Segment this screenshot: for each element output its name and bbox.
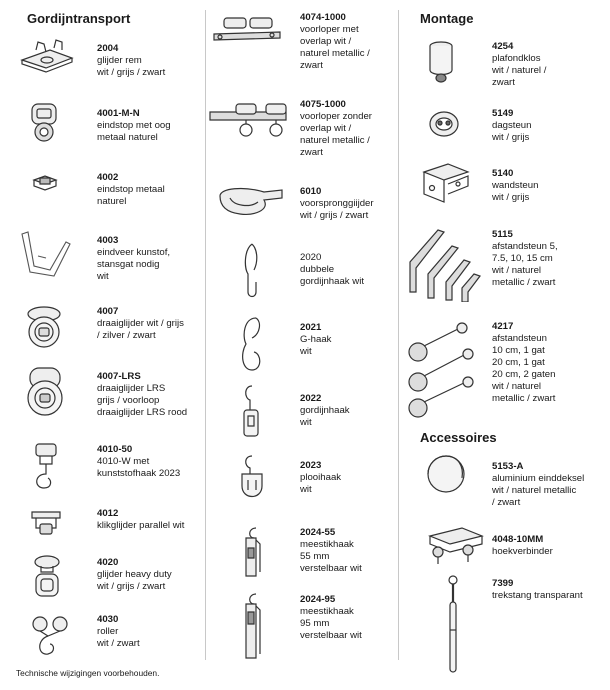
item-4003: 4003 eindveer kunstof, stansgat nodig wit [97,235,171,282]
roller-icon [28,610,72,658]
item-4075-1000: 4075-1000 voorloper zonder overlap wit / naturel metallic / zwart [300,99,372,158]
swivel-glider-icon [22,302,66,352]
column-divider-right [398,10,399,660]
item-2020: 2020 dubbele gordijnhaak wit [300,252,364,287]
glider-with-hook-icon [28,440,64,492]
wall-bracket-icon [418,160,474,204]
spring-glider-icon [214,180,288,220]
sliding-brake-icon [16,38,78,78]
item-2004: 2004 glijder rem wit / grijs / zwart [97,43,166,78]
end-spring-icon [16,228,74,280]
item-4012: 4012 klikglijder parallel wit [97,508,185,531]
curtain-hook-icon [236,382,268,442]
click-glider-icon [26,504,66,540]
item-4007-lrs: 4007-LRS draaiglijder LRS grijs / voorloop draaiglijder LRS rood [97,371,188,418]
item-2024-55: 2024-55 meestikhaak 55 mm verstelbaar wit [300,527,362,574]
stitch-hook-55-icon [238,524,266,580]
end-stop-eye-icon [24,100,64,144]
item-4217: 4217 afstandsteun 10 cm, 1 gat 20 cm, 1 gat 20 cm, 2 gaten wit / naturel metallic / zwart [492,321,556,404]
section-title-montage: Montage [420,11,474,26]
item-4010-50: 4010-50 4010-W met kunststofhaak 2023 [97,444,181,479]
swivel-glider-lrs-icon [22,364,68,418]
double-hook-icon [236,240,266,300]
item-5140: 5140 wandsteun wit / grijs [492,168,539,203]
item-4020: 4020 glijder heavy duty wit / grijs / zwart [97,557,172,592]
item-2021: 2021 G-haak wit [300,322,332,357]
lead-carrier-no-overlap-icon [206,100,296,146]
item-5149: 5149 dagsteun wit / grijs [492,108,532,143]
item-4048-10mm: 4048-10MM hoekverbinder [492,534,553,557]
item-6010: 6010 voorspronggiijder wit / grijs / zwart [300,186,374,221]
round-spacer-icon [404,318,484,418]
item-2022: 2022 gordijnhaak wit [300,393,350,428]
spacer-bracket-icon [404,222,484,302]
end-cap-icon [424,452,468,496]
item-4030: 4030 roller wit / zwart [97,614,140,649]
ceiling-block-icon [424,38,458,86]
item-7399: 7399 trekstang transparant [492,578,583,601]
pleat-hook-icon [236,452,268,508]
item-4074-1000: 4074-1000 voorloper met overlap wit / naturel metallic / zwart [300,12,370,71]
item-4001-m-n: 4001-M-N eindstop met oog metaal naturel [97,108,171,143]
heavy-duty-glider-icon [28,552,66,600]
lead-carrier-overlap-icon [210,12,294,48]
pull-rod-icon [438,574,468,676]
g-hook-icon [236,314,268,374]
section-title-gordijntransport: Gordijntransport [27,11,131,26]
stitch-hook-95-icon [238,590,266,662]
item-2024-95: 2024-95 meestikhaak 95 mm verstelbaar wit [300,594,362,641]
section-title-accessoires: Accessoires [420,430,497,445]
item-2023: 2023 plooihaak wit [300,460,342,495]
item-5153-a: 5153-A aluminium einddeksel wit / naturel metallic / zwart [492,461,585,508]
item-4254: 4254 plafondklos wit / naturel / zwart [492,41,547,88]
item-4002: 4002 eindstop metaal naturel [97,172,165,207]
end-stop-metal-icon [30,170,60,196]
footer-note: Technische wijzigingen voorbehouden. [16,668,160,678]
day-support-icon [424,104,464,144]
item-4007: 4007 draaiglijder wit / grijs / zilver / zwart [97,306,184,341]
item-5115: 5115 afstandsteun 5, 7.5, 10, 15 cm wit / naturel metallic / zwart [492,229,558,288]
corner-connector-icon [422,522,488,568]
